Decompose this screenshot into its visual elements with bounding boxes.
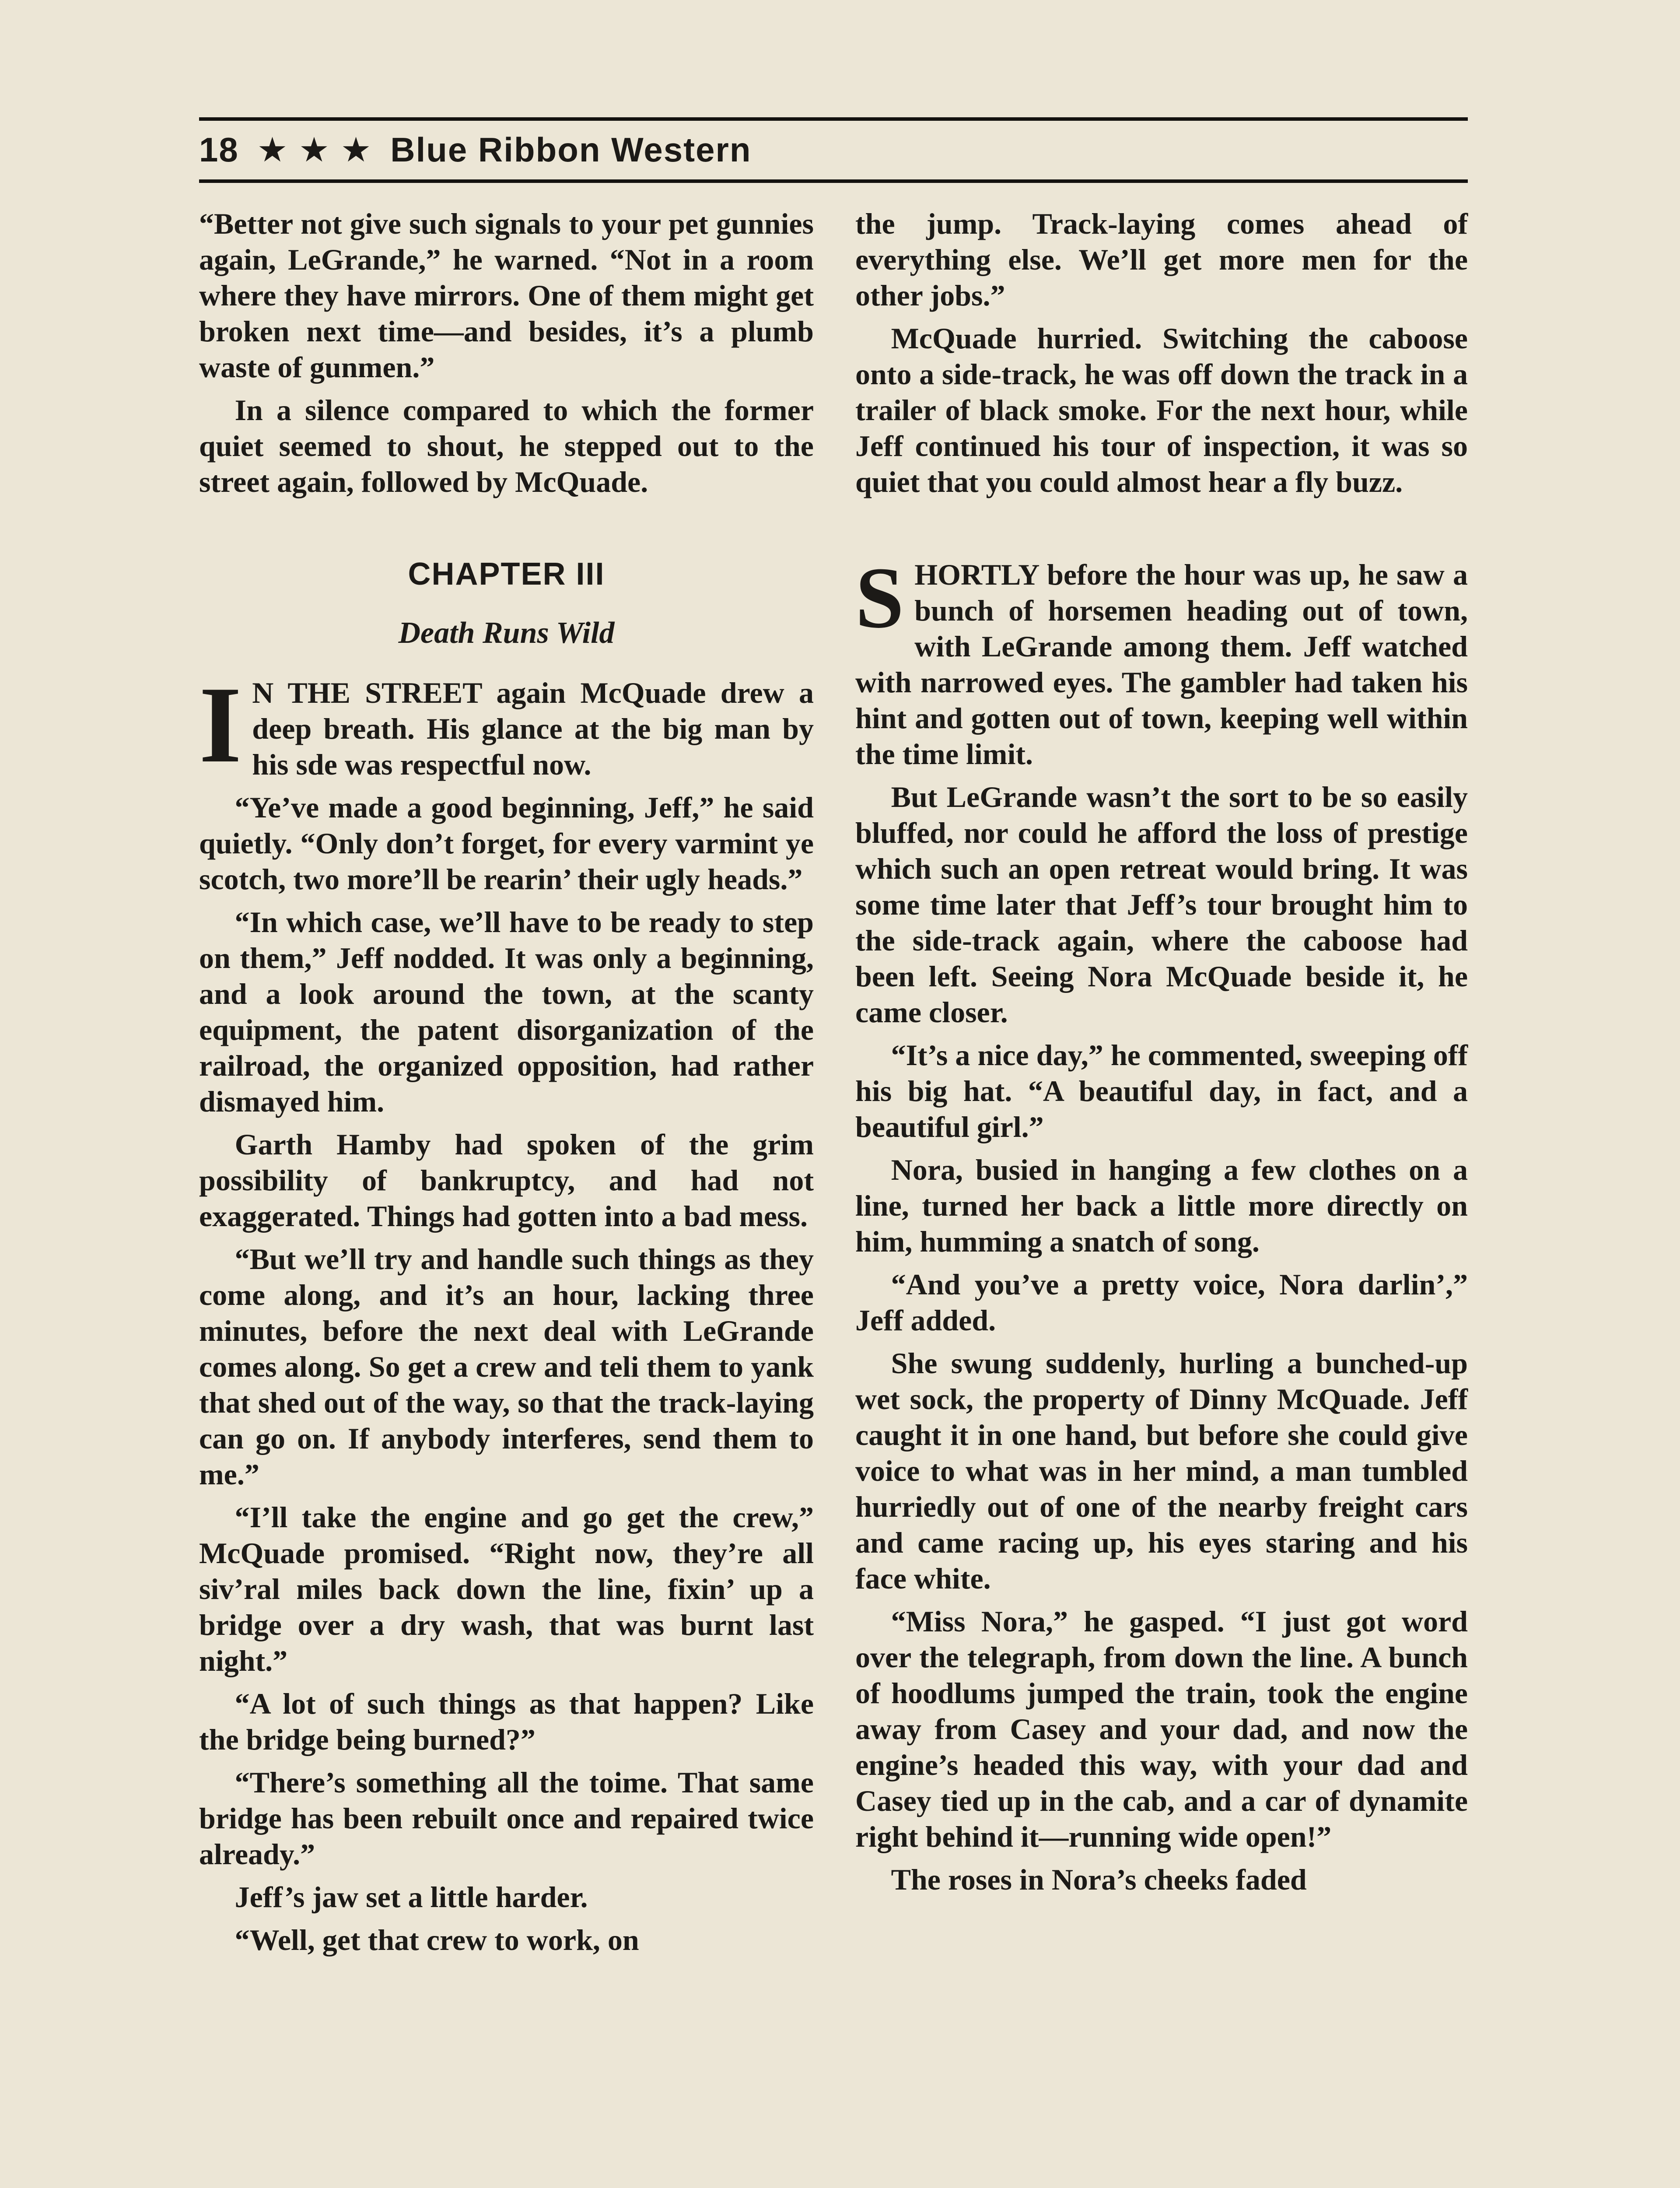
paragraph: “And you’ve a pretty voice, Nora darlin’,” Jeff added. — [855, 1268, 1468, 1337]
paragraph: “But we’ll try and handle such things as they come along, and it’s an hour, lacking three minutes, before the next deal with LeGrande comes along. So get a crew and teli them to yank that shed out of the way, so that the track-laying can go on. If anybody interferes, send them to me.” — [199, 1242, 814, 1491]
paragraph-dropcap — [199, 664, 814, 785]
paragraph-dropcap — [855, 550, 1468, 772]
chapter-heading: CHAPTER III — [408, 557, 605, 592]
dropcap-letter: I — [199, 664, 242, 785]
paragraph: “Ye’ve made a good beginning, Jeff,” he said quietly. “Only don’t forget, for every varmint ye scotch, two more’ll be rearin’ their ugly heads.” — [199, 791, 814, 896]
paragraph: “Better not give such signals to your pet gunnies again, LeGrande,” he warned. “Not in a room where they have mirrors. One of them might get broken next time—and besides, it’s a plumb waste of gunmen.” — [199, 207, 814, 384]
page-header — [199, 117, 1468, 183]
header-bottom-rule — [199, 179, 1468, 183]
page-number: 18 — [199, 130, 239, 169]
paragraph-text: HORTLY before the hour was up, he saw a bunch of horsemen heading out of town, with LeGrande among them. Jeff watched with narrowed eyes. The gambler had taken his hint and gotten out of town, keeping well within the time limit. — [855, 558, 1468, 771]
paragraph: “Miss Nora,” he gasped. “I just got word over the telegraph, from down the line. A bunch of hoodlums jumped the train, took the engine away from Casey and your dad, and now the engine’s headed this way, with your dad and Casey tied up in the cab, and a car of dynamite right behind it—running wide open!” — [855, 1605, 1468, 1853]
paragraph: the jump. Track-laying comes ahead of everything else. We’ll get more men for the other jobs.” — [855, 207, 1468, 312]
paragraph: Nora, busied in hanging a few clothes on a line, turned her back a little more directly on him, humming a snatch of song. — [855, 1153, 1468, 1258]
dropcap-letter: S — [855, 550, 904, 646]
paragraph: “In which case, we’ll have to be ready to step on them,” Jeff nodded. It was only a beginning, and a look around the town, at the scanty equipment, the patent disorganization of the railroad, the organized opposition, had rather dismayed him. — [199, 905, 814, 1118]
header-stars: ★ ★ ★ — [257, 130, 372, 169]
paragraph: She swung suddenly, hurling a bunched-up wet sock, the property of Dinny McQuade. Jeff caught it in one hand, but before she could give voice to what was in her mind, a man tumbled hurriedly out of one of the nearby freight cars and came racing up, his eyes staring and his face white. — [855, 1346, 1468, 1595]
paragraph: In a silence compared to which the former quiet seemed to shout, he stepped out to the street again, followed by McQuade. — [199, 393, 814, 498]
right-column — [855, 206, 1468, 1904]
paragraph-text: N THE STREET again McQuade drew a deep breath. His glance at the big man by his sde was respectful now. — [252, 676, 814, 781]
paragraph: But LeGrande wasn’t the sort to be so easily bluffed, nor could he afford the loss of prestige which such an open retreat would bring. It was some time later that Jeff’s tour brought him to the side-track again, where the caboose had been left. Seeing Nora McQuade beside it, he came closer. — [855, 780, 1468, 1029]
header-text — [199, 128, 760, 172]
magazine-title: Blue Ribbon Western — [390, 130, 752, 169]
paragraph: “It’s a nice day,” he commented, sweeping off his big hat. “A beautiful day, in fact, and a beautiful girl.” — [855, 1038, 1468, 1143]
paragraph: The roses in Nora’s cheeks faded — [891, 1863, 1307, 1896]
paragraph: Garth Hamby had spoken of the grim possibility of bankruptcy, and had not exaggerated. Things had gotten into a bad mess. — [199, 1128, 814, 1233]
left-column — [199, 206, 814, 1965]
paragraph: “Well, get that crew to work, on — [234, 1923, 639, 1957]
paragraph: Jeff’s jaw set a little harder. — [234, 1880, 588, 1914]
paragraph: “There’s something all the toime. That same bridge has been rebuilt once and repaired twice already.” — [199, 1766, 814, 1871]
header-top-rule — [199, 117, 1468, 121]
paragraph: “I’ll take the engine and go get the crew,” McQuade promised. “Right now, they’re all siv’ral miles back down the line, fixin’ up a bridge over a dry wash, that was burnt last night.” — [199, 1501, 814, 1677]
paragraph: McQuade hurried. Switching the caboose onto a side-track, he was off down the track in a trailer of black smoke. For the next hour, while Jeff continued his tour of inspection, it was so quiet that you could almost hear a fly buzz. — [855, 322, 1468, 498]
chapter-subtitle: Death Runs Wild — [398, 616, 615, 650]
paragraph: “A lot of such things as that happen? Like the bridge being burned?” — [199, 1687, 814, 1756]
